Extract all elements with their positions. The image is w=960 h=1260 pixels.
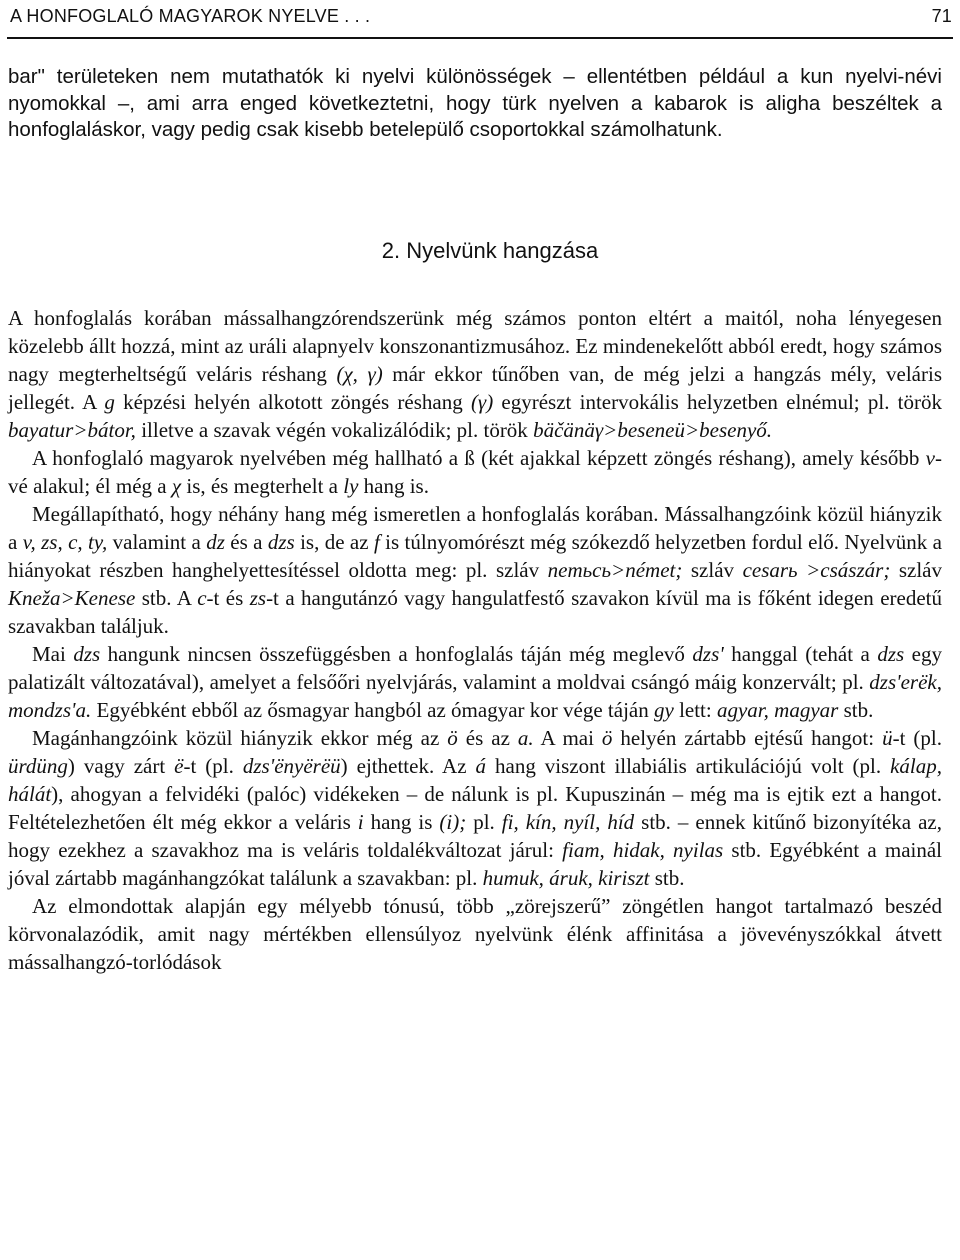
italic-text: (γ): [470, 390, 494, 414]
text-run: -t a hangutánzó vagy hangulatfestő szavakon kívül ma is főként idegen eredetű szavakban találjuk.: [8, 586, 943, 638]
text-run: A mai: [533, 726, 602, 750]
text-run: egyrészt intervokális helyzetben elnémul; pl. török: [493, 390, 943, 414]
text-run: már ekkor tűnőben van, de még jelzi a hangzás mély, veláris jellegét. A: [8, 362, 942, 414]
text-run: egy palatizált változatával), amelyet a felsőőri nyelvjárás, valamint a moldvai csángó máig konzervált; pl.: [8, 642, 942, 694]
text-run: ) vagy zárt: [67, 754, 175, 778]
body-paragraph: [8, 724, 942, 892]
header-rule: [7, 37, 953, 39]
italic-text: agyar, magyar: [716, 698, 839, 722]
italic-text: zs: [249, 586, 267, 610]
text-run: Egyébként ebből az ősmagyar hangból az ómagyar kor vége táján: [91, 698, 654, 722]
italic-text: v, zs, c, ty,: [22, 530, 108, 554]
text-run: hang is.: [358, 474, 429, 498]
text-run: -t (pl.: [892, 726, 942, 750]
text-run: képzési helyén alkotott zöngés réshang: [114, 390, 471, 414]
body-paragraph: [8, 892, 942, 976]
text-run: helyén zártabb ejtésű hangot:: [612, 726, 883, 750]
italic-text: ü: [882, 726, 893, 750]
italic-text: g: [104, 390, 115, 414]
text-run: stb. – ennek kitűnő bizonyítéka az, hogy ezekhez a szavakhoz ma is veláris toldalékváltozat járul:: [8, 810, 942, 862]
text-run: pl.: [466, 810, 502, 834]
italic-text: kálap, hálát: [8, 754, 943, 806]
running-head: [10, 6, 952, 28]
text-run: -t és: [206, 586, 250, 610]
text-run: -vé alakul; él még a: [8, 446, 942, 498]
italic-text: fi, kín, nyíl, híd: [501, 810, 635, 834]
text-run: is, de az: [294, 530, 374, 554]
italic-text: ürdüng: [8, 754, 68, 778]
italic-text: cesarь >császár;: [742, 558, 891, 582]
italic-text: ö: [447, 726, 458, 750]
italic-text: dzs: [877, 642, 905, 666]
italic-text: i: [357, 810, 364, 834]
text-run: és az: [457, 726, 518, 750]
text-run: lett:: [673, 698, 717, 722]
text-run: Magánhangzóink közül hiányzik ekkor még az: [32, 726, 448, 750]
intro-paragraph: bar" területeken nem mutathatók ki nyelvi különösségek – ellentétben például a kun nyelvi-névi nyomokkal –, ami arra enged következtetni, hogy türk nyelven a kabarok is aligha beszéltek a honfoglaláskor, vagy pedig csak kisebb betelepülő csoportokkal számolhatunk.: [8, 65, 942, 141]
text-run: szláv: [890, 558, 942, 582]
body-paragraph: [8, 640, 942, 724]
body-paragraph: [8, 500, 942, 640]
body-text: [8, 304, 942, 976]
italic-text: fiam, hidak, nyilas: [562, 838, 724, 862]
italic-text: humuk, áruk, kiriszt: [482, 866, 650, 890]
italic-text: dz: [206, 530, 225, 554]
italic-text: Kneža>Kenese: [8, 586, 136, 610]
italic-text: bayatur>bátor,: [8, 418, 136, 442]
text-run: Megállapítható, hogy néhány hang még ismeretlen a honfoglalás korában. Mássalhangzóink közül hiányzik a: [8, 502, 942, 554]
text-run: és a: [224, 530, 268, 554]
text-run: stb. Egyébként a mainál jóval zártabb magánhangzókat találunk a szavakban: pl.: [8, 838, 943, 890]
text-run: hangunk nincsen összefüggésben a honfoglalás táján még meglevő: [100, 642, 693, 666]
italic-text: ö: [601, 726, 613, 750]
italic-text: ly: [343, 474, 359, 498]
text-run: stb.: [838, 698, 874, 722]
italic-text: a.: [517, 726, 534, 750]
italic-text: dzs'erëk, mondzs'a.: [8, 670, 942, 722]
text-run: ), ahogyan a felvidéki (palóc) vidékeken – de nálunk is pl. Kupuszinán – még ma is ejtik ezt a hangot. Feltételezhetően élt még ekkor a veláris: [8, 782, 942, 834]
text-run: is, és megterhelt a: [181, 474, 344, 498]
italic-text: dzs: [267, 530, 295, 554]
running-title: A HONFOGLALÓ MAGYAROK NYELVE . . .: [10, 6, 371, 26]
text-run: valamint a: [107, 530, 207, 554]
text-run: stb.: [649, 866, 685, 890]
text-run: hang viszont illabiális artikulációjú volt (pl.: [486, 754, 891, 778]
text-run: is túlnyomórészt még szókezdő helyzetben fordul elő. Nyelvünk a hiányokat részben hanghelyettesítéssel oldotta meg: pl. szláv: [8, 530, 942, 582]
text-run: hanggal (tehát a: [723, 642, 878, 666]
page-number: 71: [931, 6, 952, 26]
italic-text: χ: [171, 474, 182, 498]
italic-text: (i);: [439, 810, 467, 834]
text-run: Mai: [32, 642, 74, 666]
italic-text: á: [475, 754, 487, 778]
text-run: ) ejthettek. Az: [340, 754, 476, 778]
italic-text: nemьcь>német;: [547, 558, 683, 582]
text-run: -t (pl.: [183, 754, 243, 778]
text-run: A honfoglaló magyarok nyelvében még hallható a ß (két ajakkal képzett zöngés réshang), amely később: [32, 446, 926, 470]
italic-text: f: [373, 530, 380, 554]
text-run: szláv: [682, 558, 743, 582]
text-run: A honfoglalás korában mássalhangzórendszerünk még számos ponton eltért a maitól, noha lényegesen közelebb állt hozzá, mint az uráli alapnyelv konszonantizmusához. Ez mindenekelőtt abból eredt, hogy számos nagy megterheltségű veláris réshang: [8, 306, 942, 386]
section-heading: 2. Nyelvünk hangzása: [381, 238, 599, 263]
text-run: illetve a szavak végén vokalizálódik; pl. török: [135, 418, 534, 442]
italic-text: bäčänäγ>beseneü>besenyő.: [533, 418, 773, 442]
italic-text: gy: [653, 698, 674, 722]
italic-text: ë: [174, 754, 184, 778]
body-paragraph: [8, 304, 942, 444]
italic-text: dzs'ënyërëü: [242, 754, 341, 778]
text-run: Az elmondottak alapján egy mélyebb tónusú, több „zörejszerű” zöngétlen hangot tartalmazó beszéd körvonalazódik, amit nagy mértékben ellensúlyoz nyelvünk élénk affinitása a jövevényszókkal átvett mássalhangzó-torlódások: [8, 894, 942, 974]
italic-text: dzs: [73, 642, 101, 666]
text-run: stb. A: [135, 586, 198, 610]
italic-text: (χ, γ): [336, 362, 383, 386]
body-paragraph: [8, 444, 942, 500]
text-run: hang is: [363, 810, 440, 834]
italic-text: v: [925, 446, 935, 470]
italic-text: dzs': [692, 642, 724, 666]
italic-text: c: [197, 586, 207, 610]
